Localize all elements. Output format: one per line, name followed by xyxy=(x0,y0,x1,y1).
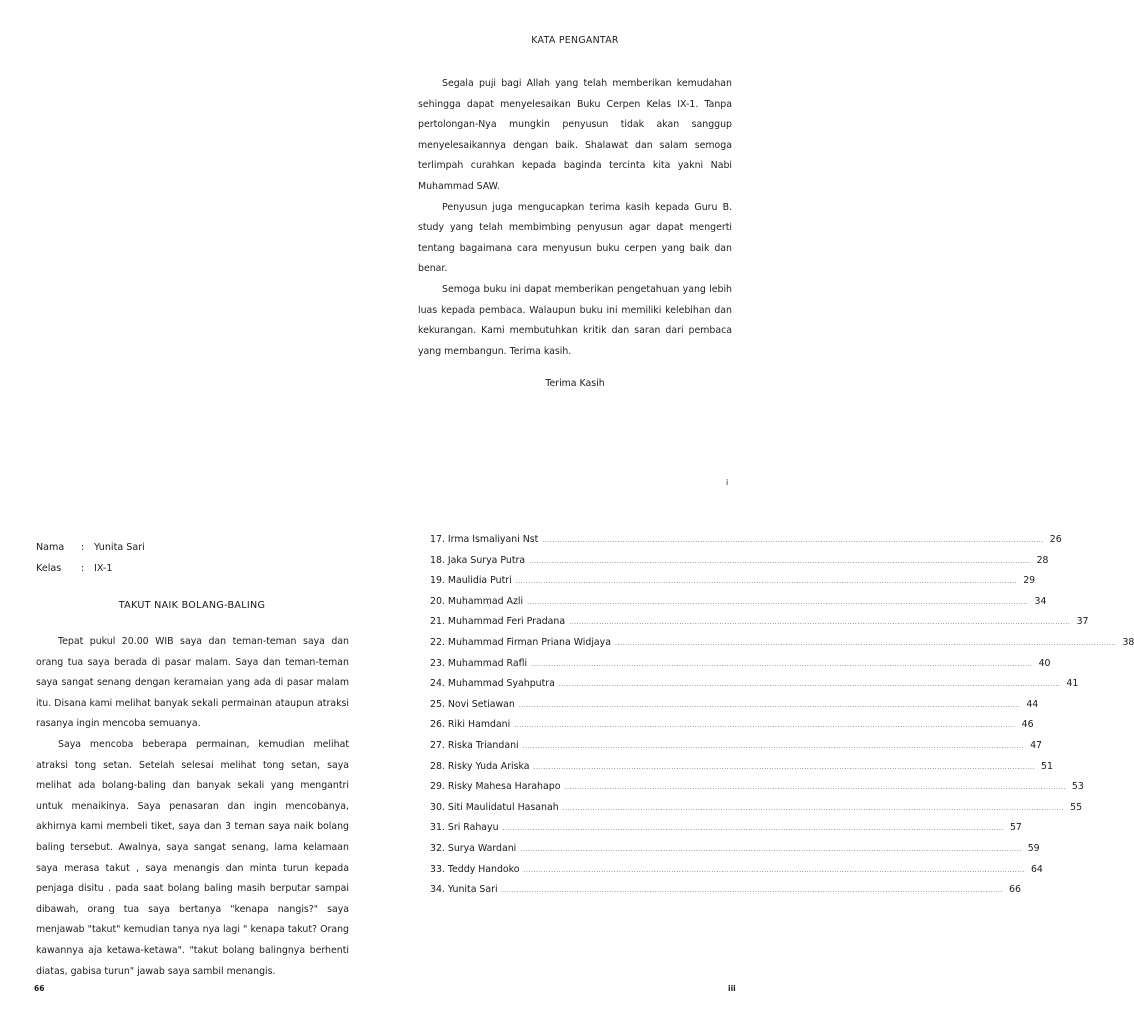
toc-leader-dots: ........................................................................................................................................................................................................ xyxy=(542,537,1044,544)
toc-entry-label: 21. Muhammad Feri Pradana xyxy=(430,616,566,628)
toc-entry-page: 26 xyxy=(1049,534,1062,545)
toc-leader-dots: ........................................................................................................................................................................................................ xyxy=(558,681,1061,689)
toc-leader-dots: ........................................................................................................................................................................................................ xyxy=(562,804,1065,812)
toc-leader-dots: ........................................................................................................................................................................................................ xyxy=(515,578,1018,586)
name-colon: : xyxy=(81,542,85,553)
toc-entry-page: 64 xyxy=(1030,863,1043,875)
toc-entry-page: 66 xyxy=(1009,884,1021,896)
foreword-title: KATA PENGANTAR xyxy=(531,35,619,46)
toc-entry-page: 28 xyxy=(1036,554,1049,566)
toc-entry xyxy=(430,698,1039,720)
toc-entry-page: 55 xyxy=(1070,801,1083,813)
foreword-body xyxy=(418,30,732,362)
toc-entry xyxy=(430,657,1051,679)
foreword-page-number: i xyxy=(726,478,729,487)
toc-entry xyxy=(430,616,1089,637)
toc-entry xyxy=(430,884,1021,905)
spread-page xyxy=(0,512,1134,1024)
toc-entry xyxy=(430,822,1022,843)
toc-leader-dots: ........................................................................................................................................................................................................ xyxy=(502,825,1004,833)
toc-entry-page: 59 xyxy=(1027,842,1040,854)
toc-entry xyxy=(430,781,1084,802)
name-label: Nama xyxy=(36,542,65,553)
toc-entry-label: 34. Yunita Sari xyxy=(430,884,498,896)
toc-entry xyxy=(430,595,1047,617)
toc-entry-page: 29 xyxy=(1023,575,1036,587)
toc-entry-label: 27. Riska Triandani xyxy=(430,739,519,751)
story-paragraph-2: Saya mencoba beberapa permainan, kemudian melihat atraksi tong setan. Setelah selesai melihat tong setan, saya melihat ada bolang-baling dan banyak sekali yang mengantri untuk menaikinya. Saya penasaran dan ingin mencobanya, akhirnya kami membeli tiket, saya dan 3 teman saya naik bolang baling tersebut. Awalnya, saya sangat senang, lama kelamaan saya merasa takut , saya menangis dan minta turun kepada penjaga disitu . pada saat bolang baling masih berputar sampai dibawah, orang tua saya bertanya "kenapa nangis?" saya menjawab "takut" kemudian tanya nya lagi " kenapa takut? Orang kawannya aja ketawa-ketawa". "takut bolang balingnya berhenti diatas, gabisa turun" jawab saya sambil menangis. xyxy=(36,738,349,977)
toc-entry xyxy=(430,575,1036,596)
author-info xyxy=(36,537,145,579)
name-value: Yunita Sari xyxy=(94,542,145,553)
toc-leader-dots: ........................................................................................................................................................................................................ xyxy=(518,701,1021,709)
class-colon: : xyxy=(81,563,85,574)
toc-entry-page: 57 xyxy=(1009,822,1022,834)
toc-entry xyxy=(430,534,1062,555)
foreword-paragraph-3: Semoga buku ini dapat memberikan pengetahuan yang lebih luas kepada pembaca. Walaupun buku ini memiliki kelebihan dan kekurangan. Kami membutuhkan kritik dan saran dari pembaca yang membangun. Terima kasih. xyxy=(418,283,732,357)
author-class-row xyxy=(36,558,145,579)
toc-entry-page: 40 xyxy=(1038,657,1051,669)
toc-entry-label: 25. Novi Setiawan xyxy=(430,698,515,710)
toc-entry-label: 19. Maulidia Putri xyxy=(430,575,512,587)
toc-entry xyxy=(430,678,1079,699)
toc-entry-page: 46 xyxy=(1021,719,1034,731)
toc-entry-label: 23. Muhammad Rafli xyxy=(430,657,528,669)
toc-leader-dots: ........................................................................................................................................................................................................ xyxy=(527,598,1029,606)
toc-leader-dots: ........................................................................................................................................................................................................ xyxy=(531,660,1033,668)
class-value: IX-1 xyxy=(94,563,113,574)
toc-entry-page: 34 xyxy=(1034,595,1047,607)
toc-entry-label: 26. Riki Hamdani xyxy=(430,719,511,731)
toc-leader-dots: ........................................................................................................................................................................................................ xyxy=(523,866,1025,874)
toc-entry-label: 31. Sri Rahayu xyxy=(430,822,499,834)
toc-entry-label: 17. Irma Ismaliyani Nst xyxy=(430,534,539,545)
author-name-row xyxy=(36,537,145,558)
toc-entry-label: 30. Siti Maulidatul Hasanah xyxy=(430,801,559,813)
foreword-paragraph-1: Segala puji bagi Allah yang telah memberikan kemudahan sehingga dapat menyelesaikan Buku Cerpen Kelas IX-1. Tanpa pertolongan-Nya mungkin penyusun tidak akan sanggup menyelesaikannya dengan baik. Shalawat dan salam semoga terlimpah curahkan kepada baginda tercinta kita yakni Nabi Muhammad SAW. xyxy=(418,78,732,192)
foreword-page xyxy=(0,0,768,512)
toc-entry-page: 51 xyxy=(1041,760,1053,772)
toc-entry-page: 37 xyxy=(1076,616,1089,628)
toc-entry-label: 29. Risky Mahesa Harahapo xyxy=(430,781,561,793)
toc-entry-page: 47 xyxy=(1030,739,1043,751)
toc-leader-dots: ........................................................................................................................................................................................................ xyxy=(522,742,1025,750)
story-body xyxy=(36,632,349,982)
toc-entry-label: 22. Muhammad Firman Priana Widjaya xyxy=(430,636,611,648)
toc-entry-page: 44 xyxy=(1026,698,1039,710)
toc-entry xyxy=(430,719,1034,740)
toc-leader-dots: ........................................................................................................................................................................................................ xyxy=(514,722,1016,730)
table-of-contents xyxy=(430,534,1134,905)
story-paragraph-1: Tepat pukul 20.00 WIB saya dan teman-teman saya dan orang tua saya berada di pasar malam. Saya dan teman-teman saya sangat senang dengan keramaian yang ada di pasar malam itu. Disana kami melihat banyak sekali permainan ataupun atraksi rasanya ingin mencoba semuanya. xyxy=(36,636,349,730)
foreword-closing: Terima Kasih xyxy=(545,378,605,389)
toc-entry xyxy=(430,554,1049,576)
toc-entry-label: 33. Teddy Handoko xyxy=(430,863,520,875)
toc-leader-dots: ........................................................................................................................................................................................................ xyxy=(529,557,1031,565)
toc-entry-label: 18. Jaka Surya Putra xyxy=(430,554,526,566)
toc-entry-page: 53 xyxy=(1071,781,1084,793)
toc-leader-dots: ........................................................................................................................................................................................................ xyxy=(520,845,1022,853)
class-label: Kelas xyxy=(36,563,62,574)
toc-page-number: iii xyxy=(728,984,736,993)
toc-leader-dots: ........................................................................................................................................................................................................ xyxy=(569,619,1071,627)
toc-entry xyxy=(430,863,1043,885)
toc-entry-page: 41 xyxy=(1066,678,1079,690)
toc-entry-label: 20. Muhammad Azli xyxy=(430,595,524,607)
toc-entry xyxy=(430,739,1043,761)
story-page-number: 66 xyxy=(34,984,45,993)
toc-leader-dots: ........................................................................................................................................................................................................ xyxy=(501,887,1004,895)
toc-entry xyxy=(430,801,1083,823)
toc-entry xyxy=(430,760,1053,782)
foreword-paragraph-2: Penyusun juga mengucapkan terima kasih kepada Guru B. study yang telah membimbing penyusun agar dapat mengerti tentang bagaimana cara menyusun buku cerpen yang baik dan benar. xyxy=(418,201,732,275)
toc-entry-label: 32. Surya Wardani xyxy=(430,842,517,854)
toc-leader-dots: ........................................................................................................................................................................................................ xyxy=(533,763,1036,771)
toc-entry-label: 24. Muhammad Syahputra xyxy=(430,678,555,690)
toc-entry xyxy=(430,842,1040,864)
toc-leader-dots: ........................................................................................................................................................................................................ xyxy=(564,784,1066,792)
story-title: TAKUT NAIK BOLANG-BALING xyxy=(118,600,266,611)
toc-entry-page: 38 xyxy=(1122,636,1134,648)
toc-leader-dots: ........................................................................................................................................................................................................ xyxy=(614,639,1117,647)
toc-entry xyxy=(430,636,1134,658)
toc-entry-label: 28. Risky Yuda Ariska xyxy=(430,760,530,772)
